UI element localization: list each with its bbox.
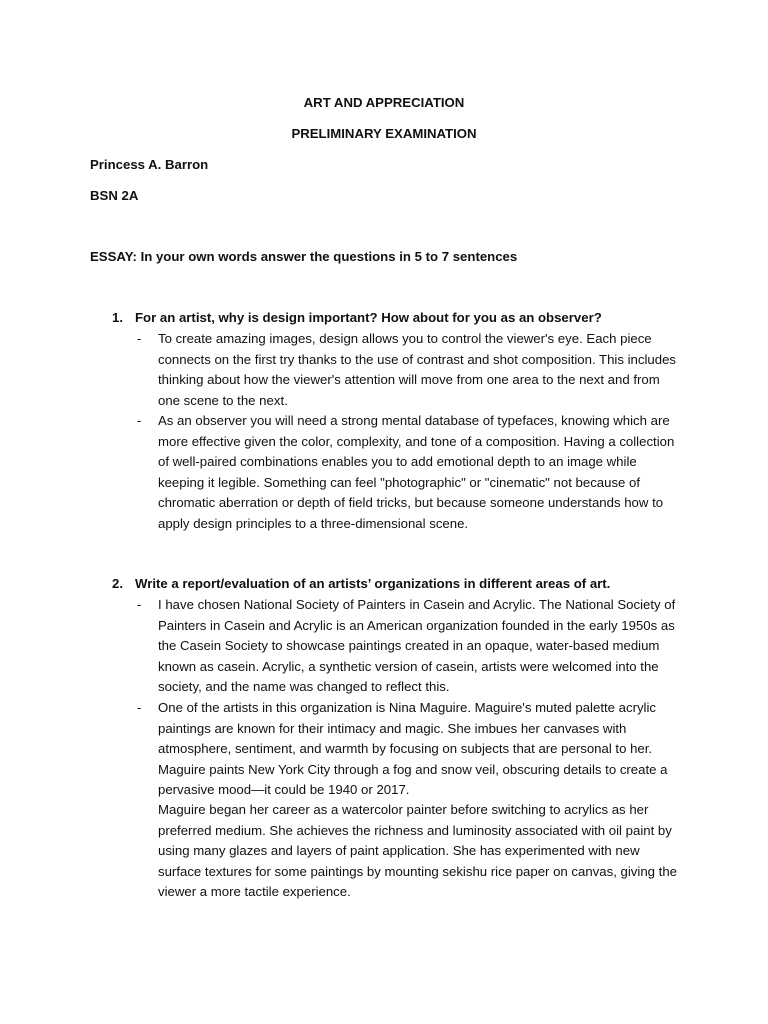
- answer-paragraph: One of the artists in this organization is Nina Maguire. Maguire's muted palette acrylic paintings are known for their intimacy and magic. She imbues her canvases with atmosphere, sentiment, and warmth by focusing on subjects that are personal to her. Maguire paints New York City through a fog and snow veil, obscuring details to create a pervasive mood—it could be 1940 or 2017.: [158, 700, 668, 798]
- bullet-dash: -: [137, 700, 142, 715]
- answer-paragraph: To create amazing images, design allows you to control the viewer's eye. Each piece connects on the first try thanks to the use of contrast and shot composition. This includes thinking about how the viewer's attention will move from one area to the next and from one scene to the next.: [158, 331, 677, 408]
- answer-paragraph: I have chosen National Society of Painters in Casein and Acrylic. The National Society of Painters in Casein and Acrylic is an American organization founded in the early 1950s as the Casein Society to showcase paintings created in an opaque, water-based medium known as casein. Acrylic, a synthetic version of casein, artists were welcomed into the society, and the name was changed to reflect this.: [158, 597, 676, 695]
- student-name: Princess A. Barron: [90, 157, 209, 172]
- exam-title: PRELIMINARY EXAMINATION: [291, 126, 477, 141]
- answer-continuation: Maguire began her career as a watercolor painter before switching to acrylics as her preferred medium. She achieves the richness and luminosity associated with oil paint by using many glazes and layers of paint application. She has experimented with new surface textures for some paintings by mounting sekishu rice paper on canvas, giving the viewer a more tactile experience.: [158, 802, 677, 900]
- course-title: ART AND APPRECIATION: [303, 95, 465, 110]
- bullet-dash: -: [137, 331, 142, 346]
- question-text: For an artist, why is design important? How about for you as an observer?: [135, 310, 602, 325]
- essay-instructions: ESSAY: In your own words answer the questions in 5 to 7 sentences: [90, 249, 518, 264]
- question-text: Write a report/evaluation of an artists’ organizations in different areas of art.: [135, 576, 611, 591]
- bullet-dash: -: [137, 413, 142, 428]
- student-section: BSN 2A: [90, 188, 139, 203]
- question-number: 1.: [112, 310, 123, 325]
- question-number: 2.: [112, 576, 123, 591]
- answer-paragraph: As an observer you will need a strong mental database of typefaces, knowing which are more effective given the color, complexity, and tone of a composition. Having a collection of well-paired combinations enables you to add emotional depth to an image while keeping it legible. Something can feel "photographic" or "cinematic" not because of chromatic aberration or depth of field tricks, but because someone understands how to apply design principles to a three-dimensional scene.: [158, 413, 675, 531]
- bullet-dash: -: [137, 597, 142, 612]
